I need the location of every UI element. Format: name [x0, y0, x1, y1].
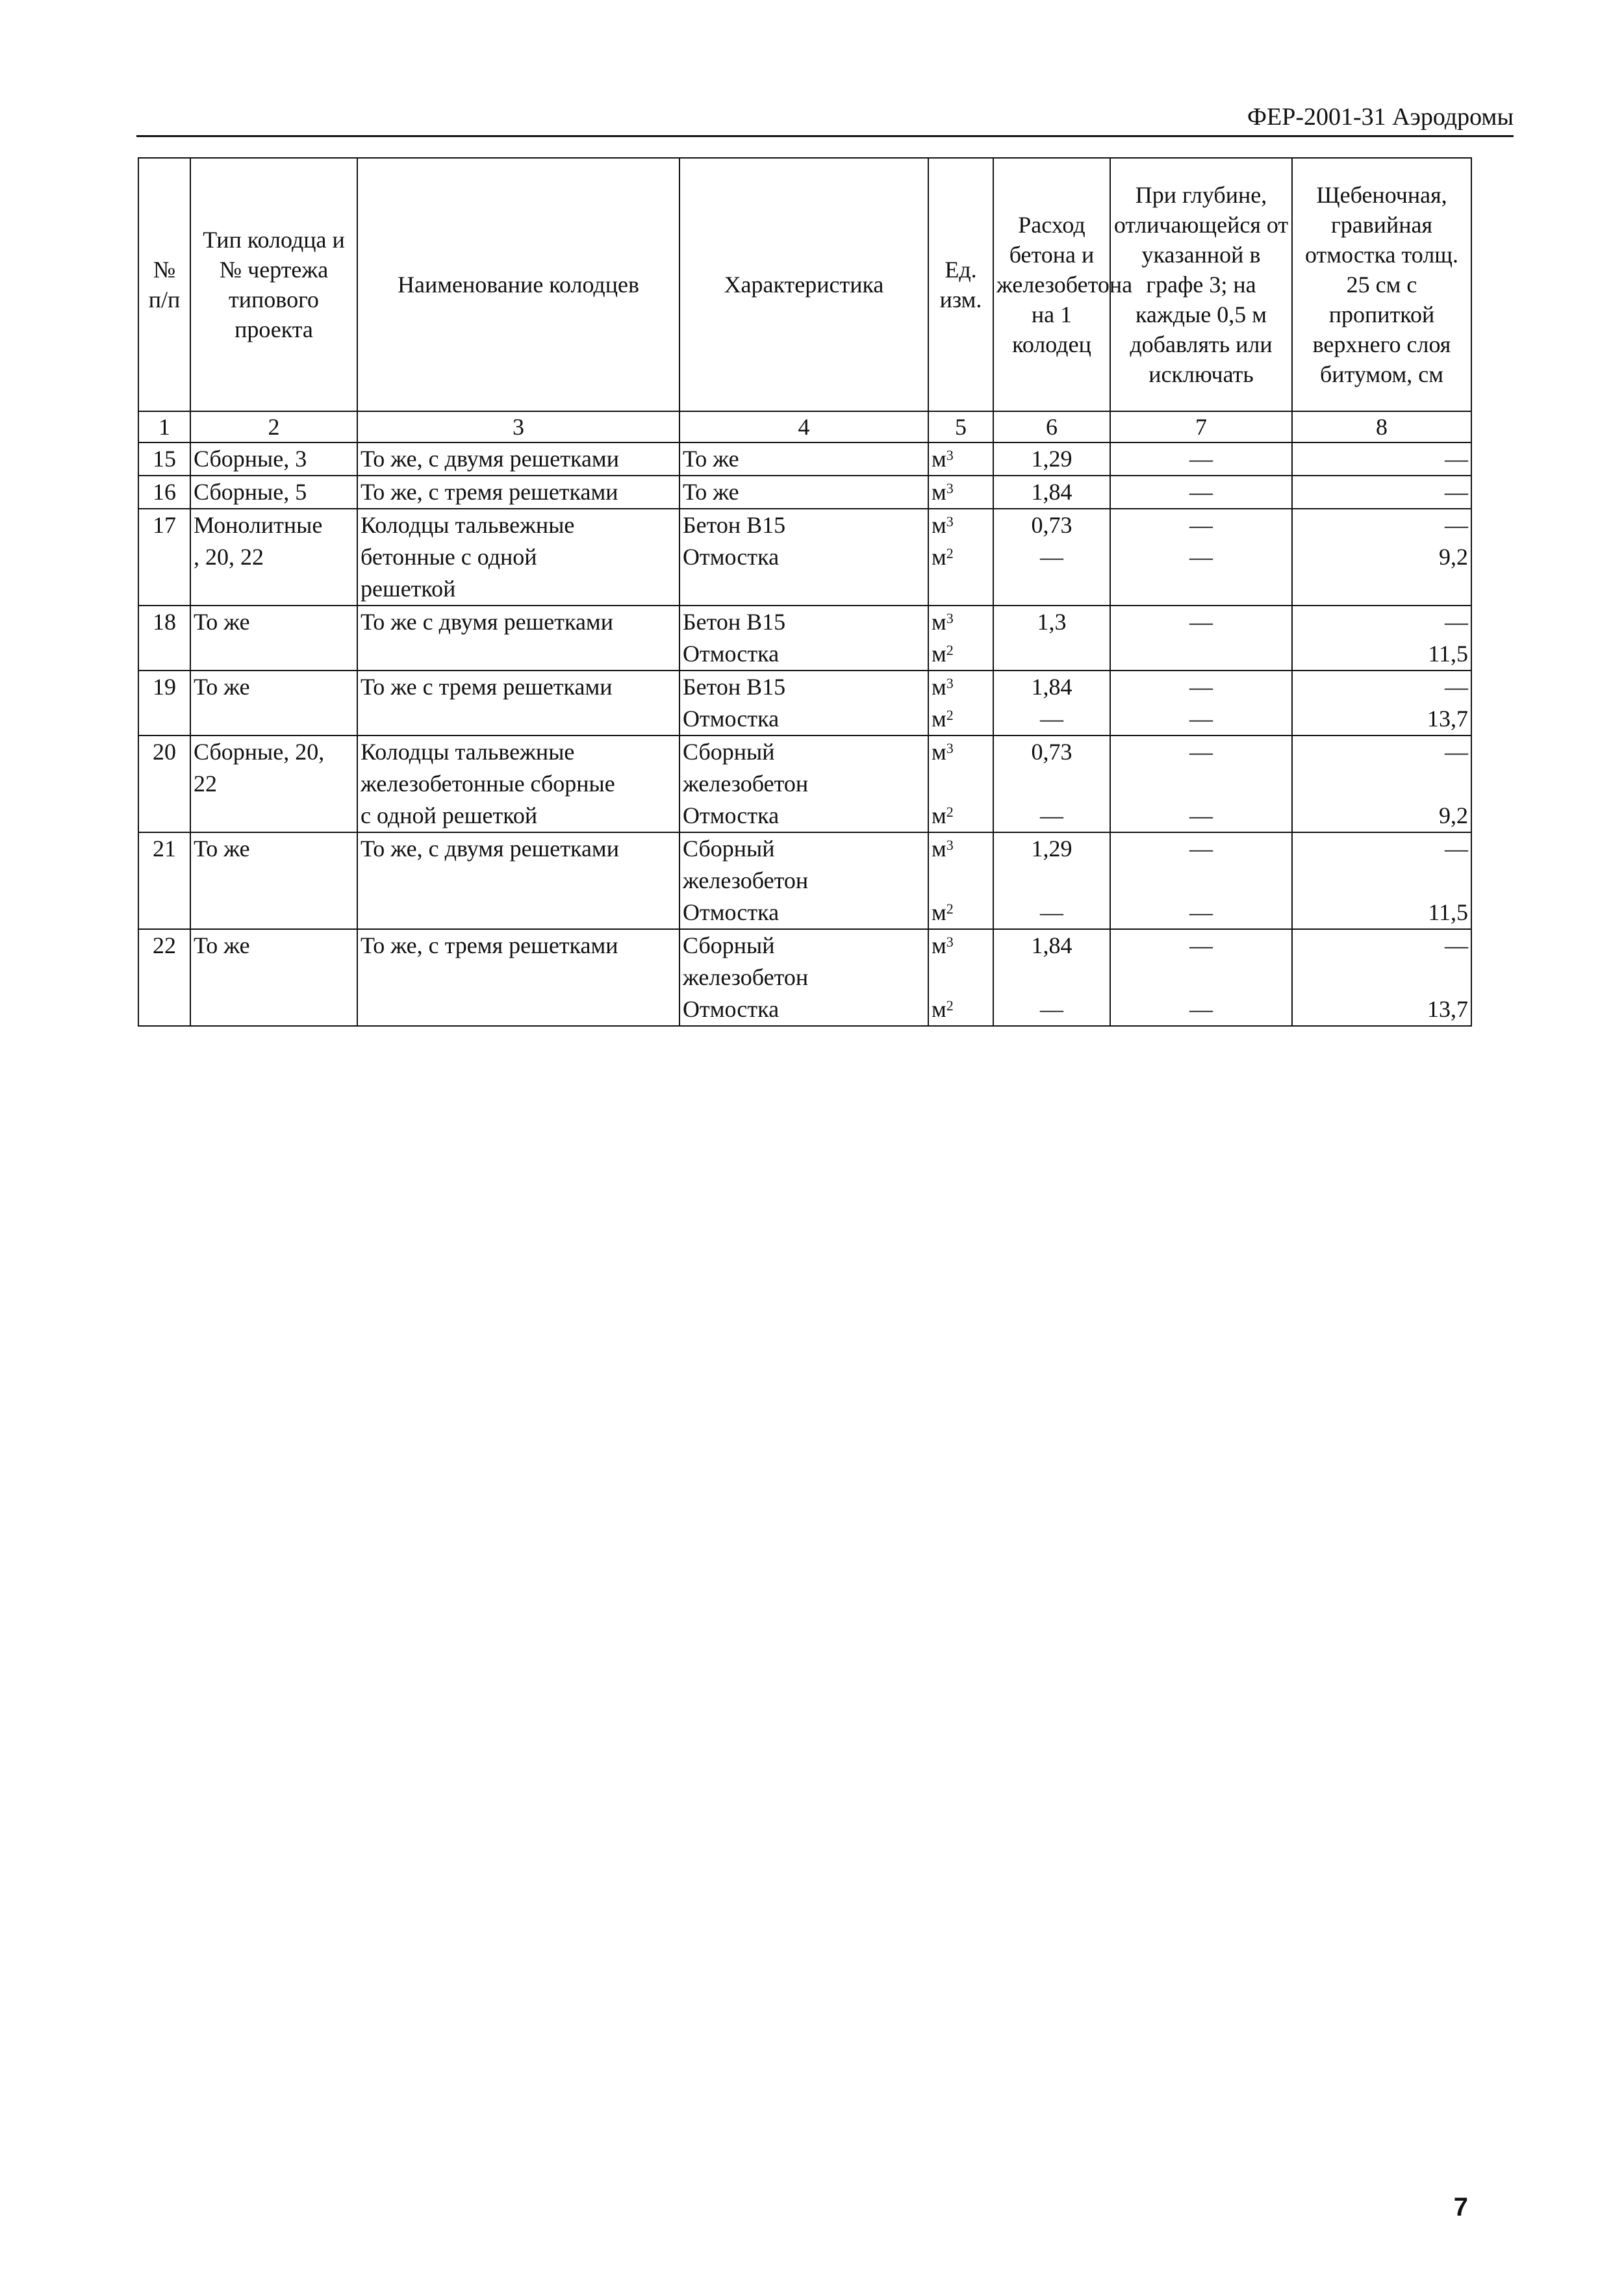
- gravel-paving-cell: [1292, 476, 1471, 509]
- well-type-line: То же: [194, 609, 250, 635]
- running-header: ФЕР-2001-31 Аэродромы: [136, 104, 1514, 137]
- unit-line: [932, 638, 990, 670]
- unit-line: [932, 897, 990, 928]
- characteristic-line: Бетон В15: [683, 609, 786, 635]
- unit-power: 2: [946, 901, 954, 917]
- well-name-cell: [357, 736, 679, 832]
- unit-cell: [928, 671, 993, 736]
- unit-power: 2: [946, 707, 954, 723]
- unit-symbol: м: [932, 479, 946, 505]
- characteristic-line: Сборный: [683, 932, 775, 958]
- paving-value: —: [1445, 674, 1468, 700]
- well-type-cell: [190, 671, 357, 736]
- depth-value: —: [1189, 706, 1213, 732]
- paving-value: —: [1445, 479, 1468, 505]
- depth-value: [1113, 768, 1289, 800]
- depth-value: —: [1189, 479, 1213, 505]
- column-header: Ед. изм.: [928, 158, 993, 411]
- well-name-line: бетонные с одной: [361, 544, 537, 570]
- unit-line: [932, 930, 990, 962]
- unit-line: [932, 671, 990, 703]
- characteristic-line: Бетон В15: [683, 674, 786, 700]
- unit-line: [932, 573, 990, 605]
- unit-power: 2: [946, 997, 954, 1014]
- well-type-line: Сборные, 3: [194, 446, 307, 472]
- depth-value: [1113, 638, 1289, 670]
- characteristic-line: Отмостка: [683, 544, 780, 570]
- depth-adjustment-cell: [1110, 671, 1292, 736]
- paving-value: —: [1445, 739, 1468, 765]
- paving-value: [1295, 768, 1468, 800]
- column-header: Наименование колодцев: [357, 158, 679, 411]
- depth-adjustment-cell: [1110, 929, 1292, 1026]
- column-number: 6: [993, 411, 1110, 442]
- unit-line: [932, 476, 990, 508]
- well-type-cell: [190, 476, 357, 509]
- row-number: 16: [138, 476, 190, 509]
- unit-cell: [928, 476, 993, 509]
- unit-symbol: м: [932, 899, 946, 925]
- characteristic-line: То же: [683, 446, 739, 472]
- concrete-consumption-cell: [993, 476, 1110, 509]
- unit-power: 3: [946, 480, 954, 496]
- well-name-line: То же, с тремя решетками: [361, 479, 618, 505]
- paving-value: 11,5: [1428, 641, 1468, 667]
- well-name-cell: [357, 671, 679, 736]
- characteristic-line: железобетон: [683, 771, 809, 797]
- well-type-cell: [190, 929, 357, 1026]
- depth-value: —: [1189, 739, 1213, 765]
- concrete-value: —: [1040, 899, 1063, 925]
- well-type-line: То же: [194, 674, 250, 700]
- page-number: 7: [1453, 2193, 1468, 2221]
- depth-value: [1113, 573, 1289, 605]
- unit-cell: [928, 442, 993, 476]
- row-number: 22: [138, 929, 190, 1026]
- unit-line: [932, 962, 990, 993]
- unit-symbol: м: [932, 996, 946, 1022]
- depth-value: —: [1189, 674, 1213, 700]
- well-type-line: То же: [194, 932, 250, 958]
- characteristic-line: железобетон: [683, 964, 809, 990]
- table-row: [138, 509, 1471, 606]
- concrete-value: —: [1040, 544, 1063, 570]
- concrete-value: 1,29: [1031, 446, 1072, 472]
- depth-adjustment-cell: [1110, 476, 1292, 509]
- column-header: № п/п: [138, 158, 190, 411]
- unit-power: 2: [946, 804, 954, 820]
- depth-value: —: [1189, 996, 1213, 1022]
- unit-symbol: м: [932, 674, 946, 700]
- table-row: [138, 736, 1471, 832]
- column-number: 4: [679, 411, 928, 442]
- paving-value: —: [1445, 512, 1468, 538]
- depth-value: —: [1189, 609, 1213, 635]
- depth-value: —: [1189, 446, 1213, 472]
- well-type-cell: [190, 736, 357, 832]
- concrete-value: 0,73: [1031, 739, 1072, 765]
- concrete-consumption-cell: [993, 929, 1110, 1026]
- column-number: 3: [357, 411, 679, 442]
- column-header: Характеристика: [679, 158, 928, 411]
- concrete-value: —: [1040, 802, 1063, 828]
- paving-value: —: [1445, 446, 1468, 472]
- depth-value: —: [1189, 932, 1213, 958]
- concrete-value: 1,3: [1037, 609, 1067, 635]
- concrete-value: 1,84: [1031, 932, 1072, 958]
- characteristic-cell: [679, 929, 928, 1026]
- row-number: 19: [138, 671, 190, 736]
- unit-symbol: м: [932, 802, 946, 828]
- unit-line: [932, 541, 990, 573]
- paving-value: [1295, 962, 1468, 993]
- unit-power: 3: [946, 740, 954, 756]
- paving-value: 13,7: [1427, 706, 1468, 732]
- characteristic-line: Отмостка: [683, 706, 780, 732]
- concrete-consumption-cell: [993, 442, 1110, 476]
- paving-value: —: [1445, 932, 1468, 958]
- row-number: 17: [138, 509, 190, 606]
- row-number: 21: [138, 832, 190, 929]
- characteristic-line: Отмостка: [683, 641, 780, 667]
- concrete-value: 1,29: [1031, 836, 1072, 862]
- unit-line: [932, 736, 990, 768]
- characteristic-line: То же: [683, 479, 739, 505]
- paving-value: 9,2: [1439, 544, 1468, 570]
- table-row: [138, 832, 1471, 929]
- characteristic-cell: [679, 509, 928, 606]
- well-name-line: с одной решеткой: [361, 802, 538, 828]
- well-name-line: То же с двумя решетками: [361, 609, 613, 635]
- unit-power: 3: [946, 610, 954, 626]
- table-body: [138, 442, 1471, 1026]
- depth-value: —: [1189, 544, 1213, 570]
- characteristic-line: железобетон: [683, 867, 809, 893]
- paving-value: [1295, 573, 1468, 605]
- characteristic-line: Сборный: [683, 739, 775, 765]
- well-name-line: железобетонные сборные: [361, 771, 615, 797]
- characteristic-cell: [679, 606, 928, 671]
- unit-cell: [928, 929, 993, 1026]
- concrete-value: [996, 638, 1107, 670]
- unit-cell: [928, 832, 993, 929]
- gravel-paving-cell: [1292, 832, 1471, 929]
- depth-value: —: [1189, 802, 1213, 828]
- concrete-value: [996, 573, 1107, 605]
- gravel-paving-cell: [1292, 929, 1471, 1026]
- unit-symbol: м: [932, 609, 946, 635]
- unit-line: [932, 833, 990, 865]
- unit-cell: [928, 736, 993, 832]
- concrete-value: [996, 962, 1107, 993]
- depth-value: —: [1189, 836, 1213, 862]
- characteristic-cell: [679, 671, 928, 736]
- column-number: 1: [138, 411, 190, 442]
- column-header: Щебеночная, гравийная отмостка толщ. 25 см с пропиткой верхнего слоя битумом, см: [1292, 158, 1471, 411]
- well-name-cell: [357, 606, 679, 671]
- header-row: [138, 158, 1471, 411]
- paving-value: —: [1445, 836, 1468, 862]
- column-header: Расход бетона и железобетона на 1 колодец: [993, 158, 1110, 411]
- unit-power: 3: [946, 675, 954, 691]
- unit-line: [932, 865, 990, 897]
- depth-adjustment-cell: [1110, 736, 1292, 832]
- well-type-line: Монолитные: [194, 512, 323, 538]
- characteristic-line: Отмостка: [683, 899, 780, 925]
- paving-value: [1295, 865, 1468, 897]
- well-name-cell: [357, 509, 679, 606]
- concrete-consumption-cell: [993, 509, 1110, 606]
- unit-line: [932, 993, 990, 1025]
- concrete-consumption-cell: [993, 606, 1110, 671]
- concrete-value: [996, 768, 1107, 800]
- characteristic-line: Сборный: [683, 836, 775, 862]
- depth-adjustment-cell: [1110, 832, 1292, 929]
- well-name-cell: [357, 442, 679, 476]
- row-number: 18: [138, 606, 190, 671]
- characteristic-cell: [679, 736, 928, 832]
- unit-symbol: м: [932, 512, 946, 538]
- well-name-line: То же, с двумя решетками: [361, 446, 619, 472]
- unit-line: [932, 443, 990, 475]
- characteristic-line: Отмостка: [683, 996, 780, 1022]
- gravel-paving-cell: [1292, 442, 1471, 476]
- characteristic-line: Отмостка: [683, 802, 780, 828]
- concrete-value: 0,73: [1031, 512, 1072, 538]
- concrete-value: 1,84: [1031, 479, 1072, 505]
- paving-value: —: [1445, 609, 1468, 635]
- well-type-line: Сборные, 5: [194, 479, 307, 505]
- gravel-paving-cell: [1292, 671, 1471, 736]
- well-name-line: решеткой: [361, 576, 456, 602]
- concrete-value: [996, 865, 1107, 897]
- characteristic-cell: [679, 832, 928, 929]
- well-name-line: То же, с тремя решетками: [361, 932, 618, 958]
- unit-symbol: м: [932, 641, 946, 667]
- well-type-cell: [190, 442, 357, 476]
- unit-line: [932, 606, 990, 638]
- unit-cell: [928, 509, 993, 606]
- characteristic-cell: [679, 476, 928, 509]
- unit-line: [932, 800, 990, 832]
- unit-symbol: м: [932, 932, 946, 958]
- column-number: 2: [190, 411, 357, 442]
- characteristic-cell: [679, 442, 928, 476]
- gravel-paving-cell: [1292, 509, 1471, 606]
- column-number: 5: [928, 411, 993, 442]
- table-row: [138, 929, 1471, 1026]
- concrete-value: —: [1040, 706, 1063, 732]
- paving-value: 13,7: [1427, 996, 1468, 1022]
- depth-adjustment-cell: [1110, 509, 1292, 606]
- paving-value: 9,2: [1439, 802, 1468, 828]
- concrete-consumption-cell: [993, 832, 1110, 929]
- gravel-paving-cell: [1292, 736, 1471, 832]
- unit-power: 2: [946, 545, 954, 561]
- unit-symbol: м: [932, 544, 946, 570]
- concrete-value: —: [1040, 996, 1063, 1022]
- concrete-consumption-cell: [993, 736, 1110, 832]
- row-number: 15: [138, 442, 190, 476]
- well-name-cell: [357, 476, 679, 509]
- well-type-cell: [190, 509, 357, 606]
- unit-power: 3: [946, 447, 954, 463]
- concrete-consumption-cell: [993, 671, 1110, 736]
- column-number-row: [138, 411, 1471, 442]
- well-type-cell: [190, 832, 357, 929]
- column-header: Тип колодца и № чертежа типового проекта: [190, 158, 357, 411]
- well-type-line: , 20, 22: [194, 544, 264, 570]
- depth-adjustment-cell: [1110, 442, 1292, 476]
- unit-power: 2: [946, 642, 954, 658]
- depth-adjustment-cell: [1110, 606, 1292, 671]
- unit-symbol: м: [932, 706, 946, 732]
- well-type-cell: [190, 606, 357, 671]
- well-name-line: Колодцы тальвежные: [361, 739, 575, 765]
- unit-cell: [928, 606, 993, 671]
- row-number: 20: [138, 736, 190, 832]
- unit-power: 3: [946, 513, 954, 530]
- characteristic-line: [683, 573, 925, 605]
- column-number: 8: [1292, 411, 1471, 442]
- well-name-cell: [357, 929, 679, 1026]
- unit-power: 3: [946, 934, 954, 950]
- concrete-value: 1,84: [1031, 674, 1072, 700]
- table-row: [138, 442, 1471, 476]
- unit-symbol: м: [932, 739, 946, 765]
- unit-power: 3: [946, 837, 954, 853]
- table-row: [138, 671, 1471, 736]
- unit-symbol: м: [932, 836, 946, 862]
- well-type-line: То же: [194, 836, 250, 862]
- well-name-line: Колодцы тальвежные: [361, 512, 575, 538]
- paving-value: 11,5: [1428, 899, 1468, 925]
- characteristic-line: Бетон В15: [683, 512, 786, 538]
- column-header: При глубине, отличающейся от указанной в графе 3; на каждые 0,5 м добавлять или исключать: [1110, 158, 1292, 411]
- well-type-line: 22: [194, 771, 217, 797]
- table-row: [138, 476, 1471, 509]
- unit-line: [932, 703, 990, 735]
- gravel-paving-cell: [1292, 606, 1471, 671]
- column-number: 7: [1110, 411, 1292, 442]
- wells-table: [138, 157, 1472, 1027]
- depth-value: [1113, 865, 1289, 897]
- unit-symbol: м: [932, 446, 946, 472]
- well-name-cell: [357, 832, 679, 929]
- unit-line: [932, 768, 990, 800]
- table-row: [138, 606, 1471, 671]
- depth-value: —: [1189, 512, 1213, 538]
- unit-line: [932, 509, 990, 541]
- well-name-line: То же с тремя решетками: [361, 674, 613, 700]
- well-name-line: То же, с двумя решетками: [361, 836, 619, 862]
- well-type-line: Сборные, 20,: [194, 739, 325, 765]
- depth-value: —: [1189, 899, 1213, 925]
- depth-value: [1113, 962, 1289, 993]
